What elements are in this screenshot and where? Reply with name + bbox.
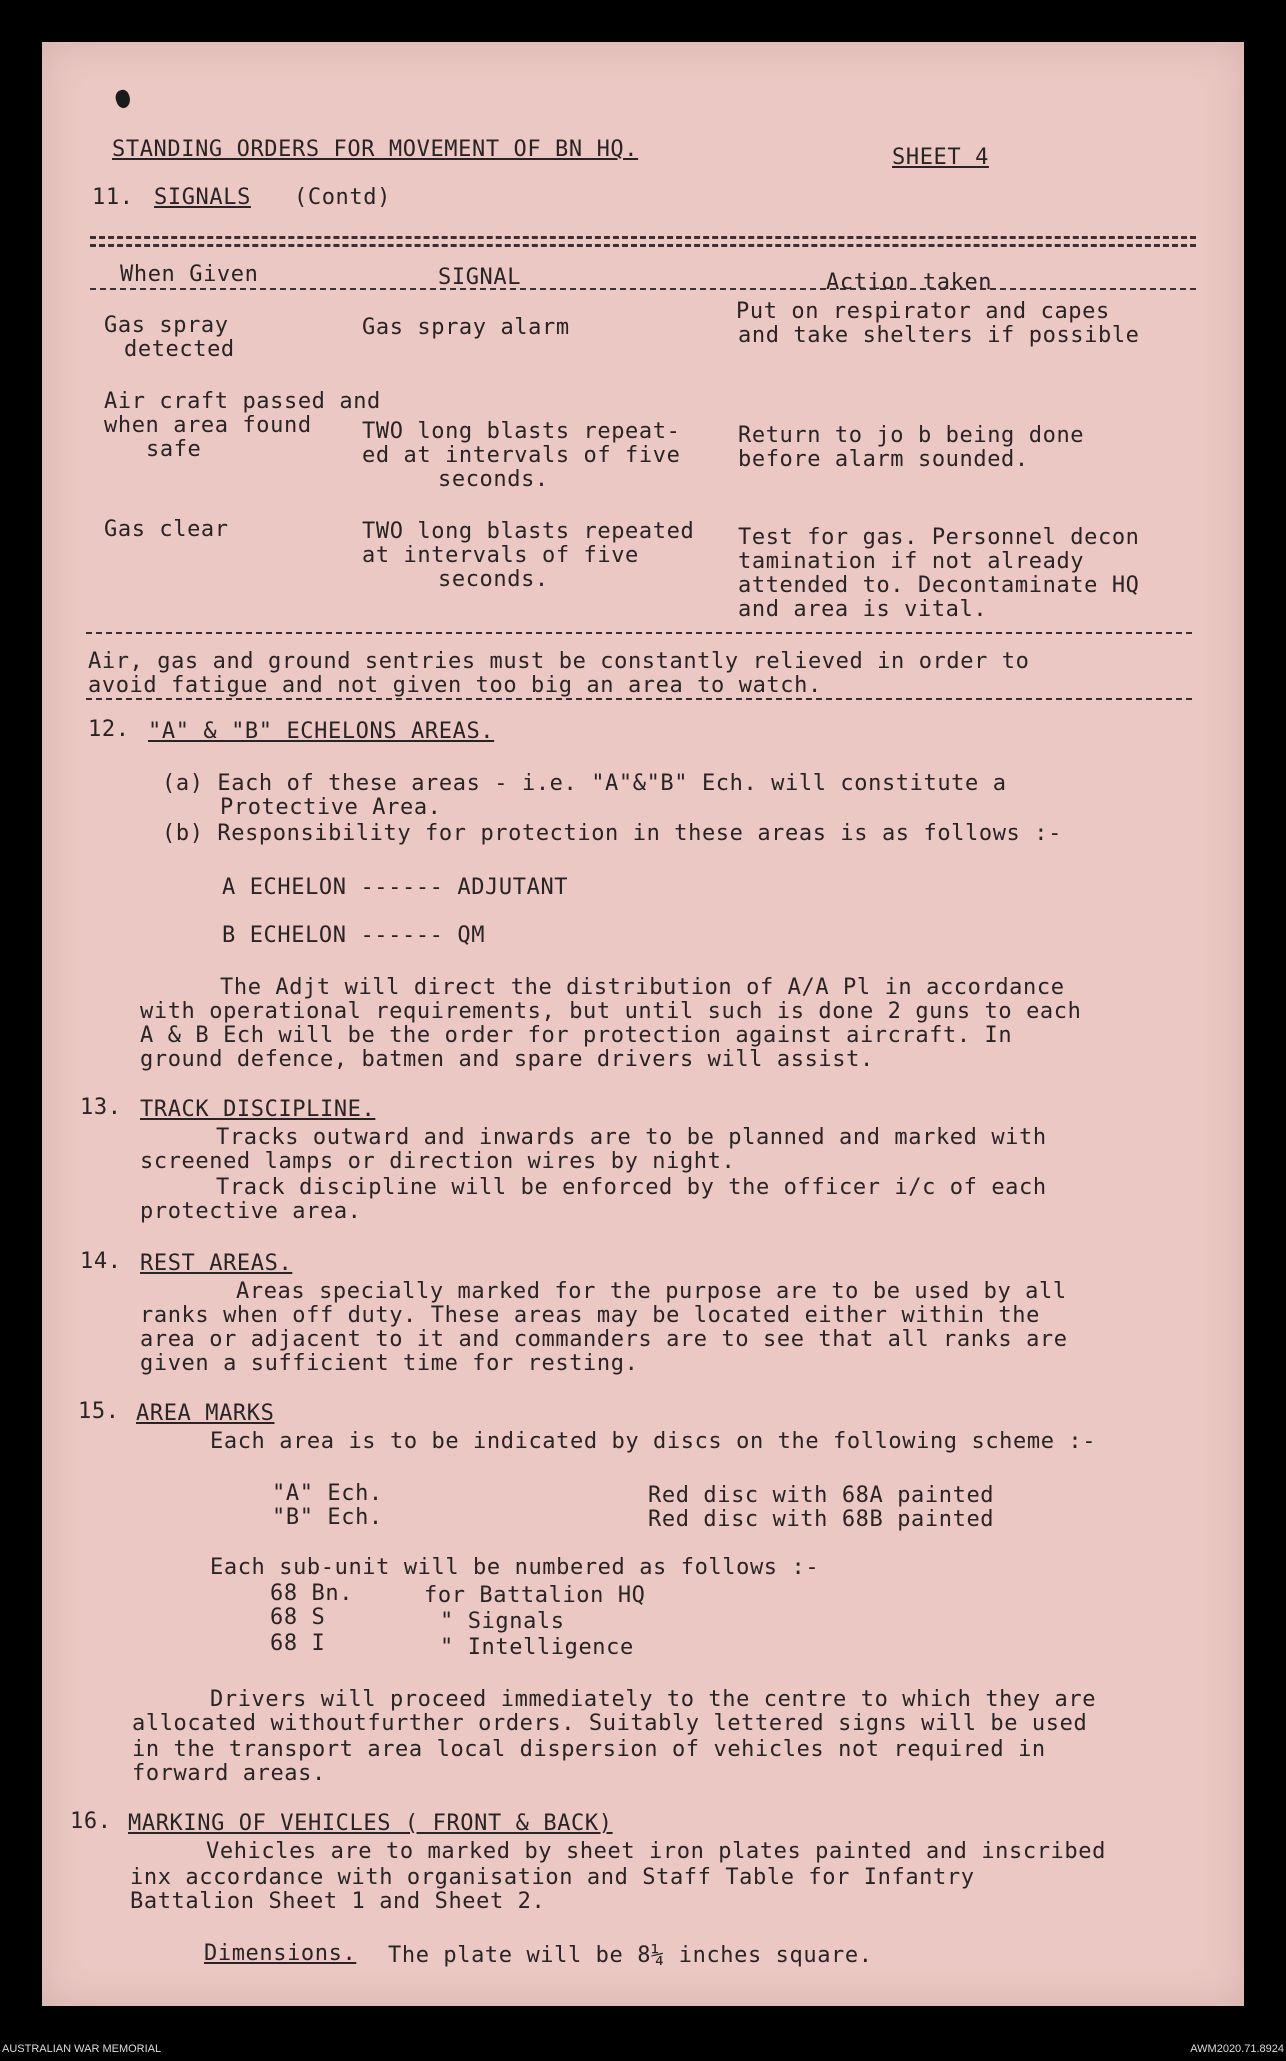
sec15-para-2: allocated withoutfurther orders. Suitably lettered signs will be used xyxy=(132,1711,1088,1736)
row2-signal-1: TWO long blasts repeat- xyxy=(362,419,681,444)
mark-b-ech: "B" Ech. xyxy=(272,1505,383,1530)
sec12-number: 12. xyxy=(88,717,130,742)
row3-signal-3: seconds. xyxy=(438,567,549,592)
row2-when-1: Air craft passed and xyxy=(104,389,381,414)
row3-when-1: Gas clear xyxy=(104,517,229,542)
document-title: STANDING ORDERS FOR MOVEMENT OF BN HQ. xyxy=(112,137,639,162)
sec12-heading: "A" & "B" ECHELONS AREAS. xyxy=(148,719,495,744)
sec14-para-1: Areas specially marked for the purpose are to be used by all xyxy=(236,1279,1067,1304)
footer-accession: AWM2020.71.8924 xyxy=(1190,2043,1284,2055)
sec13-heading: TRACK DISCIPLINE. xyxy=(140,1097,376,1122)
subunit-desc: " Signals xyxy=(440,1609,565,1634)
subunit-intro: Each sub-unit will be numbered as follows :- xyxy=(210,1555,820,1580)
row2-action-1: Return to jo b being done xyxy=(738,423,1085,448)
sec11-number: 11. xyxy=(92,185,134,210)
row3-action-3: attended to. Decontaminate HQ xyxy=(738,573,1140,598)
mark-a-ech: "A" Ech. xyxy=(272,1481,383,1506)
sec16-para-3: Battalion Sheet 1 and Sheet 2. xyxy=(130,1889,546,1914)
sec11-note-2: avoid fatigue and not given too big an area to watch. xyxy=(88,673,822,698)
sec15-heading: AREA MARKS xyxy=(136,1401,275,1426)
sec13-para-1: Tracks outward and inwards are to be planned and marked with xyxy=(216,1125,1047,1150)
sec13-number: 13. xyxy=(80,1095,122,1120)
sec14-para-4: given a sufficient time for resting. xyxy=(140,1351,639,1376)
sec16-para-2: inx accordance with organisation and Staff Table for Infantry xyxy=(130,1865,975,1890)
dimensions-text: The plate will be 8¼ inches square. xyxy=(388,1943,873,1968)
divider xyxy=(86,698,1192,700)
a-echelon: A ECHELON ------ ADJUTANT xyxy=(222,875,569,900)
sec12-item-a-1: (a) Each of these areas - i.e. "A"&"B" Ech. will constitute a xyxy=(162,771,1007,796)
sec14-heading: REST AREAS. xyxy=(140,1251,293,1276)
sec15-intro: Each area is to be indicated by discs on the following scheme :- xyxy=(210,1429,1097,1454)
col-action-header: Action taken xyxy=(826,270,993,295)
row2-signal-2: ed at intervals of five xyxy=(362,443,681,468)
sheet-number: SHEET 4 xyxy=(892,145,989,170)
sec14-para-2: ranks when off duty. These areas may be located either within the xyxy=(140,1303,1040,1328)
row3-signal-1: TWO long blasts repeated xyxy=(362,519,695,544)
col-signal-header: SIGNAL xyxy=(438,265,522,290)
subunit-desc: " Intelligence xyxy=(440,1635,634,1660)
sec12-para-3: A & B Ech will be the order for protection against aircraft. In xyxy=(140,1023,1013,1048)
sec16-number: 16. xyxy=(70,1809,112,1834)
sec12-item-b: (b) Responsibility for protection in these areas is as follows :- xyxy=(162,821,1062,846)
sec12-item-a-2: Protective Area. xyxy=(220,795,442,820)
row2-when-2: when area found xyxy=(104,413,312,438)
row1-when-1: Gas spray xyxy=(104,313,229,338)
row1-action-2: and take shelters if possible xyxy=(738,323,1140,348)
row2-signal-3: seconds. xyxy=(438,467,549,492)
sec14-number: 14. xyxy=(80,1249,122,1274)
footer-credit: AUSTRALIAN WAR MEMORIAL xyxy=(2,2043,162,2055)
row3-action-1: Test for gas. Personnel decon xyxy=(738,525,1140,550)
sec16-para-1: Vehicles are to marked by sheet iron plates painted and inscribed xyxy=(206,1839,1106,1864)
b-echelon: B ECHELON ------ QM xyxy=(222,923,486,948)
row3-action-2: tamination if not already xyxy=(738,549,1085,574)
sec12-para-2: with operational requirements, but until such is done 2 guns to each xyxy=(140,999,1082,1024)
sec15-para-4: forward areas. xyxy=(132,1761,326,1786)
mark-b-disc: Red disc with 68B painted xyxy=(648,1507,995,1532)
sec15-para-1: Drivers will proceed immediately to the centre to which they are xyxy=(210,1687,1097,1712)
subunit-desc: for Battalion HQ xyxy=(424,1583,646,1608)
sec15-number: 15. xyxy=(78,1399,120,1424)
dimensions-label: Dimensions. xyxy=(204,1941,357,1966)
row2-action-2: before alarm sounded. xyxy=(738,447,1029,472)
divider xyxy=(90,288,1196,290)
col-when-header: When Given xyxy=(120,262,259,287)
sec15-para-3: in the transport area local dispersion of vehicles not required in xyxy=(132,1737,1046,1762)
subunit-code: 68 I xyxy=(270,1631,326,1656)
sec11-note-1: Air, gas and ground sentries must be constantly relieved in order to xyxy=(88,649,1030,674)
sec16-heading: MARKING OF VEHICLES ( FRONT & BACK) xyxy=(128,1811,613,1836)
divider xyxy=(86,632,1192,634)
sec12-para-1: The Adjt will direct the distribution of A/A Pl in accordance xyxy=(220,975,1065,1000)
row3-action-4: and area is vital. xyxy=(738,597,988,622)
subunit-code: 68 Bn. xyxy=(270,1581,354,1606)
divider xyxy=(90,244,1196,247)
row1-signal-1: Gas spray alarm xyxy=(362,315,570,340)
row1-when-2: detected xyxy=(124,337,235,362)
mark-a-disc: Red disc with 68A painted xyxy=(648,1483,995,1508)
sec14-para-3: area or adjacent to it and commanders are to see that all ranks are xyxy=(140,1327,1068,1352)
row3-signal-2: at intervals of five xyxy=(362,543,639,568)
sec11-heading: SIGNALS xyxy=(154,185,251,210)
sec12-para-4: ground defence, batmen and spare drivers will assist. xyxy=(140,1047,874,1072)
sec13-para-2: screened lamps or direction wires by night. xyxy=(140,1149,736,1174)
row1-action-1: Put on respirator and capes xyxy=(736,299,1110,324)
sec11-heading-suffix: (Contd) xyxy=(294,185,391,210)
subunit-code: 68 S xyxy=(270,1605,326,1630)
divider xyxy=(90,236,1196,239)
row2-when-3: safe xyxy=(146,437,202,462)
sec13-para-3: Track discipline will be enforced by the officer i/c of each xyxy=(216,1175,1047,1200)
sec13-para-4: protective area. xyxy=(140,1199,362,1224)
